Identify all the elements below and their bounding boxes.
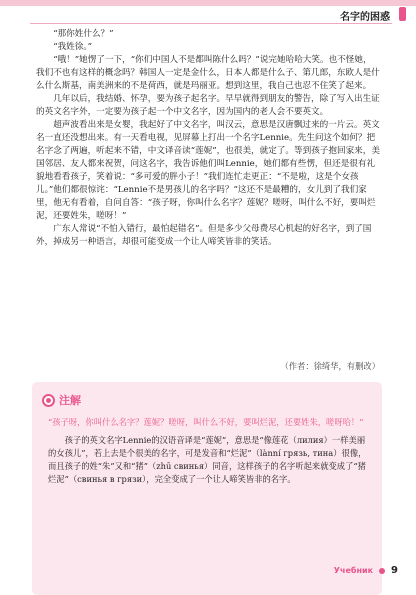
footer-dot-icon xyxy=(379,568,385,574)
annotation-text xyxy=(48,434,368,486)
paragraph: 几年以后，我结婚、怀孕，要为孩子起名字。早早就得到朋友的警告，除了写入出生证的英文名字外，一定要为孩子起一个中文名字，因为国内的老人会不要英文。 xyxy=(36,94,380,117)
paragraph: “我姓徐。” xyxy=(53,42,93,52)
author-credit: （作者：徐绮华，有删改） xyxy=(280,361,380,371)
story-body xyxy=(36,28,380,249)
page-number: 9 xyxy=(391,565,398,576)
top-decoration-strip xyxy=(0,0,416,6)
annotation-title: 注解 xyxy=(59,394,81,407)
annotation-quote: “孩子呀，你叫什么名字？莲妮？嗟呀，叫什么不好，要叫烂泥，还要姓朱，嗟呀哈！” xyxy=(48,417,364,427)
paragraph: “那你姓什么？” xyxy=(53,29,114,39)
annotation-heading xyxy=(42,392,81,408)
running-header-title: 名字的困惑 xyxy=(340,12,390,23)
header-divider xyxy=(30,23,392,24)
annotation-paragraph: 孩子的英文名字Lennie的汉语音译是“莲妮”，意思是“像莲花（лилия）一样美丽的女孩儿”，若上去是个很美的名字，可是发音和“烂泥”（lànní грязь, тина）很像，而且孩子的姓“朱”又和“猪”（zhū свинья）同音，这样孩子的名字听起来就变成了“猪烂泥”（свинья в грязи），完全变成了一个让人啼笑皆非的名字。 xyxy=(48,435,367,484)
annotation-box xyxy=(32,382,382,595)
page-footer xyxy=(334,565,398,576)
paragraph: 广东人常说“不怕入错行，最怕起错名”。但是多少父母费尽心机起的好名字，到了国外，掉成另一种语言，却很可能变成一个让人啼笑皆非的笑话。 xyxy=(36,224,372,247)
paragraph: “哦！”她愣了一下，“你们中国人不是都叫陈什么吗？”说完她哈哈大笑。也不怪她，我们不也有这样的概念吗？韩国人一定是金什么，日本人都是什么子、第几郎，东欧人是什么什么斯基，南美洲来的不是荷西，就是玛丽亚。想到这里，我自己也忍不住笑了起来。 xyxy=(36,55,380,91)
annotation-bullet-icon xyxy=(42,394,55,407)
footer-label: Учебник xyxy=(333,566,374,575)
paragraph: 超声波看出来是女婴，我起好了中文名字，叫汉云，意思是汉唐飘过来的一片云。英文名一直还没想出来。有一天看电视，见屏幕上打出一个名字Lennie。先生问这个如何？把名字念了两遍，听起来不错，中文译音读“莲妮”，也很美，就定了。等到孩子抱回家来，美国邻居、友人都来祝贺，问这名字，我告诉他们叫Lennie，她们都有些愣，但还是很有礼貌地看看孩子，笑着说：“多可爱的胖小子！”我们连忙走更正：“不是啦，这是个女孩儿。”他们都很惊诧：“Lennie不是男孩儿的名字吗？”这还不是最糟的，女儿到了我们家里，他无有看着，自问自答：“孩子呀，你叫什么名字？莲妮？嗟呀，叫什么不好，要叫烂泥，还要姓朱，嗟呀！” xyxy=(36,120,380,221)
header-accent-bar xyxy=(399,7,406,21)
